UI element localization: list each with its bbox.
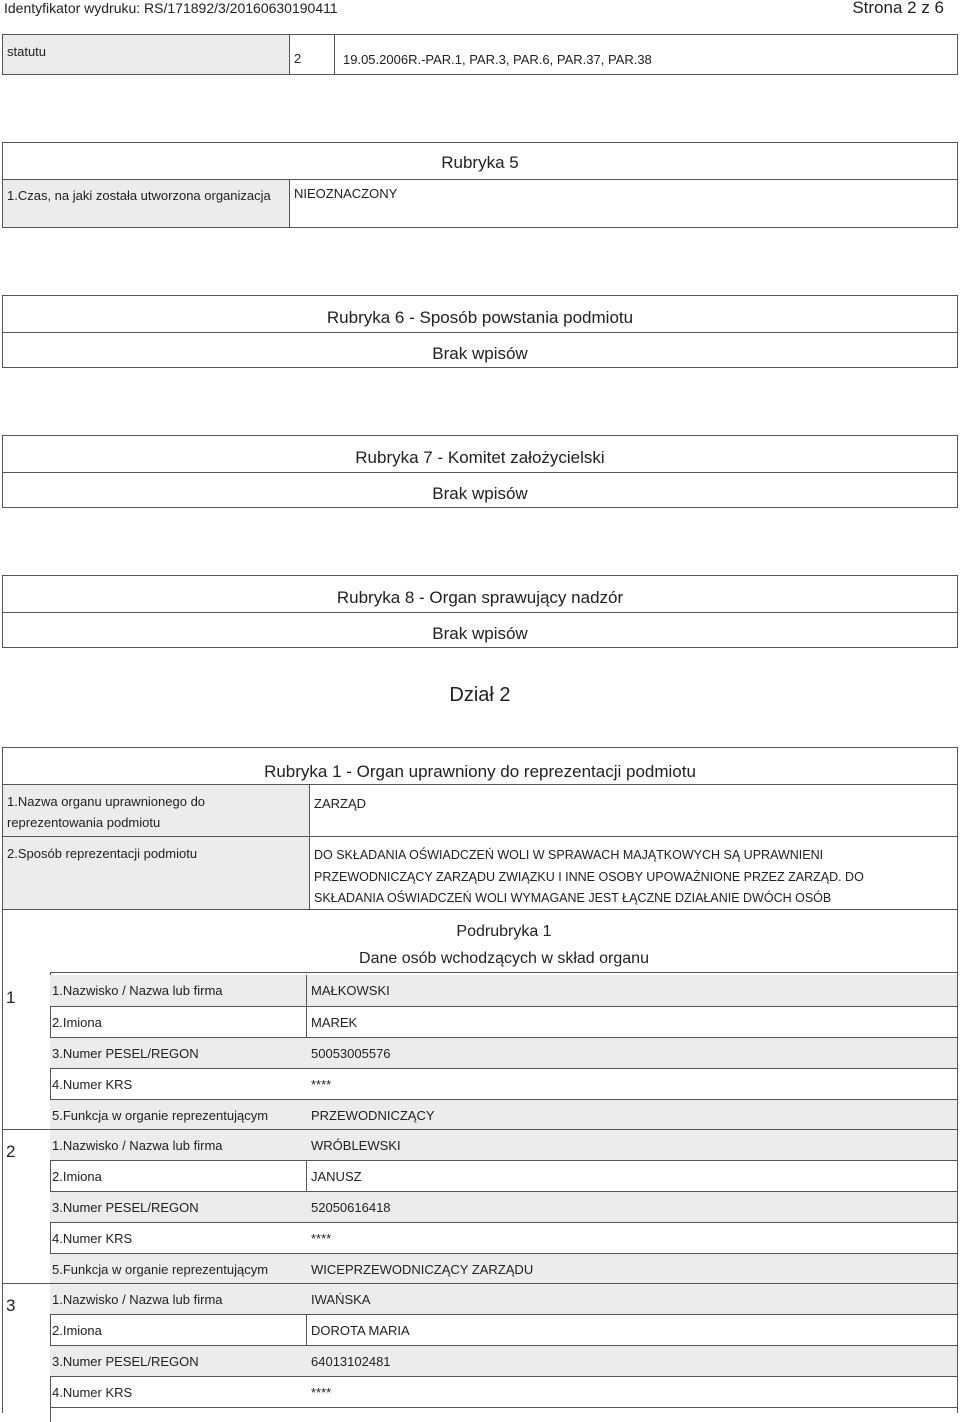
rubryka5-label-cell: [3, 180, 290, 227]
person-2-names-label: 2.Imiona: [52, 1169, 102, 1184]
rubryka7-title: Rubryka 7 - Komitet założycielski: [355, 448, 605, 467]
dzial2-title: Dział 2: [449, 684, 511, 706]
podrubryka1-subtitle: Dane osób wchodzących w skład organu: [359, 950, 649, 967]
person-2-pesel-value: 52050616418: [311, 1200, 391, 1215]
person-1-function-row: [50, 1099, 957, 1130]
method-label-cell: [3, 837, 310, 909]
person-2-krs-row: [50, 1222, 957, 1253]
person-1-pesel-row: [50, 1037, 957, 1068]
person-3-krs-row: [50, 1376, 957, 1407]
method-value: DO SKŁADANIA OŚWIADCZEŃ WOLI W SPRAWACH MAJĄTKOWYCH SĄ UPRAWNIENI PRZEWODNICZĄCY ZARZĄDU ZWIĄZKU I INNE OSOBY UPOWAŻNIONE PRZEZ ZARZĄD. DO SKŁADANIA OŚWIADCZEŃ WOLI WYMAGANE JEST ŁĄCZNE DZIAŁANIE DWÓCH OSÓB: [314, 848, 864, 905]
person-index-column: [3, 972, 51, 1422]
row-divider: [306, 1161, 307, 1191]
rubryka5-title: Rubryka 5: [441, 153, 519, 172]
rubryka6-section: [2, 295, 958, 368]
rubryka6-title: Rubryka 6 - Sposób powstania podmiotu: [326, 308, 634, 327]
podrubryka1-divider: [51, 972, 957, 973]
person-3-names-value: DOROTA MARIA: [311, 1323, 410, 1338]
person-2-surname-row: [50, 1129, 957, 1160]
person-3-surname-label: 1.Nazwisko / Nazwa lub firma: [52, 1292, 223, 1307]
rubryka5-section: [2, 142, 958, 228]
statut-value: 19.05.2006R.-PAR.1, PAR.3, PAR.6, PAR.37, PAR.38: [343, 52, 652, 67]
organ-name-value: ZARZĄD: [314, 796, 366, 811]
person-2-divider: [2, 1129, 50, 1130]
person-3-surname-value: IWAŃSKA: [311, 1292, 371, 1307]
podrubryka1-title: Podrubryka 1: [456, 923, 552, 940]
person-2-names-value: JANUSZ: [311, 1169, 362, 1184]
row-divider: [306, 1315, 307, 1345]
person-3-pesel-row: [50, 1345, 957, 1376]
method-label: 2.Sposób reprezentacji podmiotu: [7, 846, 198, 861]
rubryka8-section: [2, 575, 958, 648]
person-2-function-value: WICEPRZEWODNICZĄCY ZARZĄDU: [311, 1262, 534, 1277]
person-2-function-row: [50, 1253, 957, 1284]
person-3-number: 3: [6, 1296, 16, 1315]
row-divider: [306, 975, 307, 1006]
person-3-divider: [2, 1283, 50, 1284]
person-1-names-value: MAREK: [311, 1015, 358, 1030]
rubryka1-title-wrap: [3, 748, 957, 785]
person-1-surname-label: 1.Nazwisko / Nazwa lub firma: [52, 983, 223, 998]
organ-name-label-cell: [3, 785, 310, 836]
person-1-krs-value: ****: [311, 1077, 332, 1092]
statut-number: 2: [294, 51, 302, 66]
rubryka7-section: [2, 435, 958, 508]
rubryka6-value: Brak wpisów: [432, 344, 528, 363]
rubryka8-title: Rubryka 8 - Organ sprawujący nadzór: [336, 588, 624, 607]
organ-name-label: 1.Nazwa organu uprawnionego do reprezentowania podmiotu: [7, 794, 206, 830]
person-3-names-label: 2.Imiona: [52, 1323, 102, 1338]
rubryka8-divider: [3, 612, 957, 613]
print-identifier: Identyfikator wydruku: RS/171892/3/20160630190411: [4, 0, 338, 16]
rubryka7-value: Brak wpisów: [432, 484, 528, 503]
person-1-names-row: [50, 1006, 957, 1037]
person-3-krs-value: ****: [311, 1385, 332, 1400]
statut-number-cell: [290, 35, 335, 74]
rubryka5-value: NIEOZNACZONY: [294, 186, 398, 201]
person-1-function-label: 5.Funkcja w organie reprezentującym: [52, 1108, 269, 1123]
person-2-pesel-row: [50, 1191, 957, 1222]
person-2-surname-label: 1.Nazwisko / Nazwa lub firma: [52, 1138, 223, 1153]
person-2-names-row: [50, 1160, 957, 1191]
podrubryka1-header: [51, 910, 957, 973]
rubryka1-title: Rubryka 1 - Organ uprawniony do reprezentacji podmiotu: [264, 762, 696, 781]
row-divider: [306, 1007, 307, 1037]
person-1-surname-row: [50, 975, 957, 1006]
page-bottom-line: [50, 1407, 957, 1408]
person-3-pesel-label: 3.Numer PESEL/REGON: [52, 1354, 199, 1369]
statut-label-cell: [3, 35, 290, 74]
person-2-number: 2: [6, 1142, 16, 1161]
person-3-krs-label: 4.Numer KRS: [52, 1385, 133, 1400]
person-2-surname-value: WRÓBLEWSKI: [311, 1138, 401, 1153]
person-1-krs-label: 4.Numer KRS: [52, 1077, 133, 1092]
person-3-pesel-value: 64013102481: [311, 1354, 391, 1369]
rubryka8-value: Brak wpisów: [432, 624, 528, 643]
person-1-pesel-value: 50053005576: [311, 1046, 391, 1061]
person-1-names-label: 2.Imiona: [52, 1015, 102, 1030]
rubryka6-divider: [3, 332, 957, 333]
rubryka5-label: 1.Czas, na jaki została utworzona organizacja: [7, 188, 271, 203]
rubryka7-divider: [3, 472, 957, 473]
page-number: Strona 2 z 6: [852, 0, 944, 17]
person-1-function-value: PRZEWODNICZĄCY: [311, 1108, 435, 1123]
person-1-pesel-label: 3.Numer PESEL/REGON: [52, 1046, 199, 1061]
person-1-number: 1: [6, 988, 16, 1007]
statut-row: [2, 34, 958, 75]
person-2-krs-value: ****: [311, 1231, 332, 1246]
person-1-krs-row: [50, 1068, 957, 1099]
person-2-function-label: 5.Funkcja w organie reprezentującym: [52, 1262, 269, 1277]
statut-label: statutu: [7, 44, 47, 59]
person-2-pesel-label: 3.Numer PESEL/REGON: [52, 1200, 199, 1215]
person-3-surname-row: [50, 1283, 957, 1314]
person-1-surname-value: MAŁKOWSKI: [311, 983, 390, 998]
person-2-krs-label: 4.Numer KRS: [52, 1231, 133, 1246]
person-3-names-row: [50, 1314, 957, 1345]
